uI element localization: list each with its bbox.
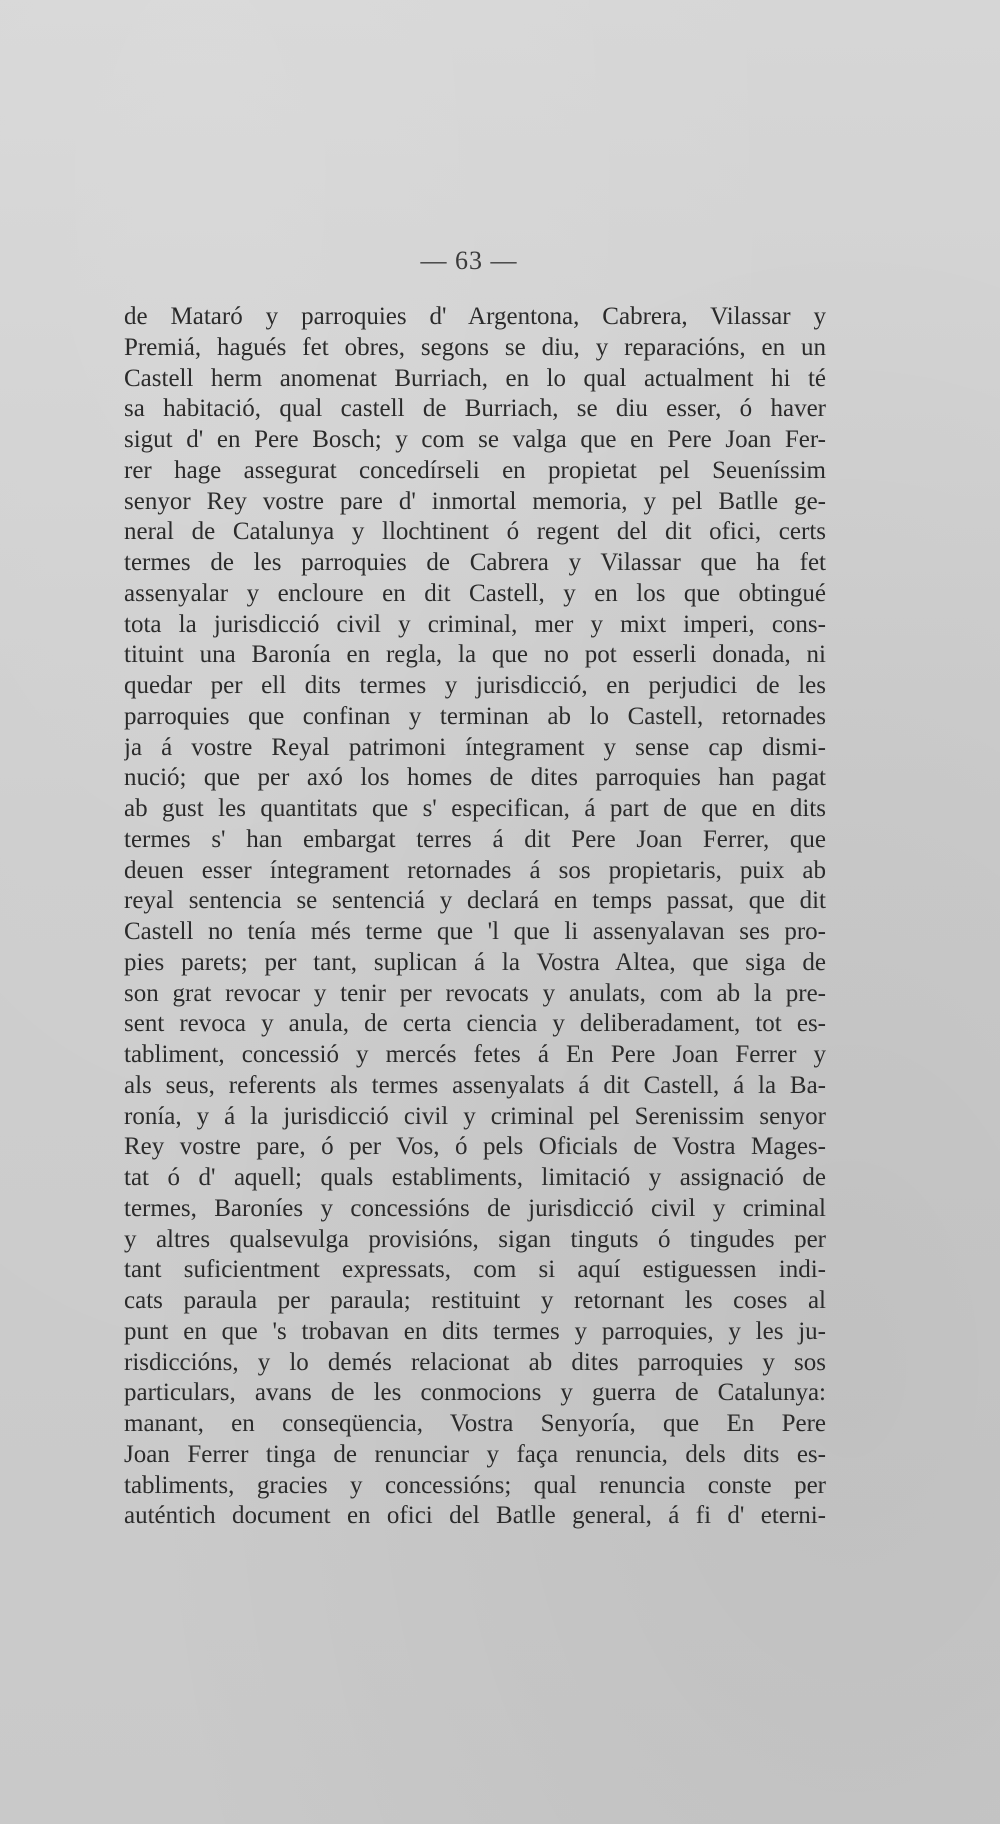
text-line: neral de Catalunya y llochtinent ó regent del dit ofici, certs (124, 518, 826, 546)
text-line: manant, en conseqüencia, Vostra Senyoría, que En Pere (124, 1410, 826, 1437)
text-line: sigut d' en Pere Bosch; y com se valga que en Pere Joan Fer- (124, 426, 826, 453)
text-line: Joan Ferrer tinga de renunciar y faça renuncia, dels dits es- (124, 1440, 826, 1468)
text-line: quedar per ell dits termes y jurisdicció, en perjudici de les (124, 672, 826, 699)
text-line: risdiccións, y lo demés relacionat ab dites parroquies y sos (124, 1348, 826, 1376)
text-line: termes s' han embargat terres á dit Pere Joan Ferrer, que (124, 825, 826, 853)
text-line: ronía, y á la jurisdicció civil y criminal pel Serenissim senyor (124, 1102, 826, 1130)
text-line: nució; que per axó los homes de dites parroquies han pagat (124, 764, 826, 792)
text-line: tant suficientment expressats, com si aquí estiguessen indi- (124, 1256, 826, 1284)
text-line: particulars, avans de les conmocions y guerra de Catalunya: (124, 1379, 826, 1407)
text-line: termes de les parroquies de Cabrera y Vilassar que ha fet (124, 549, 826, 576)
text-line: deuen esser íntegrament retornades á sos propietaris, puix ab (124, 856, 826, 884)
text-line: y altres qualsevulga provisións, sigan tinguts ó tingudes per (124, 1225, 826, 1253)
page-number: — 63 — (420, 246, 518, 275)
text-line: termes, Baroníes y concessións de jurisdicció civil y criminal (124, 1194, 826, 1222)
text-line: Premiá, hagués fet obres, segons se diu, y reparacións, en un (124, 333, 826, 361)
text-line: punt en que 's trobavan en dits termes y parroquies, y les ju- (124, 1317, 826, 1345)
body-text (124, 302, 826, 1532)
text-line: als seus, referents als termes assenyalats á dit Castell, á la Ba- (124, 1071, 826, 1099)
text-line: ja á vostre Reyal patrimoni íntegrament y sense cap dismi- (124, 733, 826, 761)
text-line: Castell no tenía més terme que 'l que li assenyalavan ses pro- (124, 918, 826, 945)
text-line: ab gust les quantitats que s' especifican, á part de que en dits (124, 795, 826, 822)
text-line: de Mataró y parroquies d' Argentona, Cabrera, Vilassar y (124, 303, 826, 330)
text-line: pies parets; per tant, suplican á la Vostra Altea, que siga de (124, 948, 826, 976)
text-line: tabliment, concessió y mercés fetes á En Pere Joan Ferrer y (124, 1041, 826, 1068)
text-line: tota la jurisdicció civil y criminal, mer y mixt imperi, cons- (124, 610, 826, 638)
text-line: tituint una Baronía en regla, la que no pot esserli donada, ni (124, 641, 826, 669)
text-line: son grat revocar y tenir per revocats y anulats, com ab la pre- (124, 979, 826, 1007)
text-line: cats paraula per paraula; restituint y retornant les coses al (124, 1287, 826, 1314)
text-line: Rey vostre pare, ó per Vos, ó pels Oficials de Vostra Mages- (124, 1133, 826, 1161)
text-line: assenyalar y encloure en dit Castell, y en los que obtingué (124, 579, 826, 607)
text-line: sent revoca y anula, de certa ciencia y deliberadament, tot es- (124, 1010, 826, 1038)
text-line: sa habitació, qual castell de Burriach, se diu esser, ó haver (124, 395, 826, 423)
text-line: auténtich document en ofici del Batlle general, á fi d' eterni- (124, 1502, 826, 1530)
text-line: tat ó d' aquell; quals establiments, limitació y assignació de (124, 1164, 826, 1191)
text-line: Castell herm anomenat Burriach, en lo qual actualment hi té (124, 364, 826, 392)
text-line: rer hage assegurat concedírseli en propietat pel Seueníssim (124, 456, 826, 484)
text-line: tabliments, gracies y concessións; qual renuncia conste per (124, 1471, 826, 1499)
text-line: reyal sentencia se sentenciá y declará en temps passat, que dit (124, 887, 826, 915)
text-line: senyor Rey vostre pare d' inmortal memoria, y pel Batlle ge- (124, 487, 826, 515)
text-line: parroquies que confinan y terminan ab lo Castell, retornades (124, 702, 826, 730)
